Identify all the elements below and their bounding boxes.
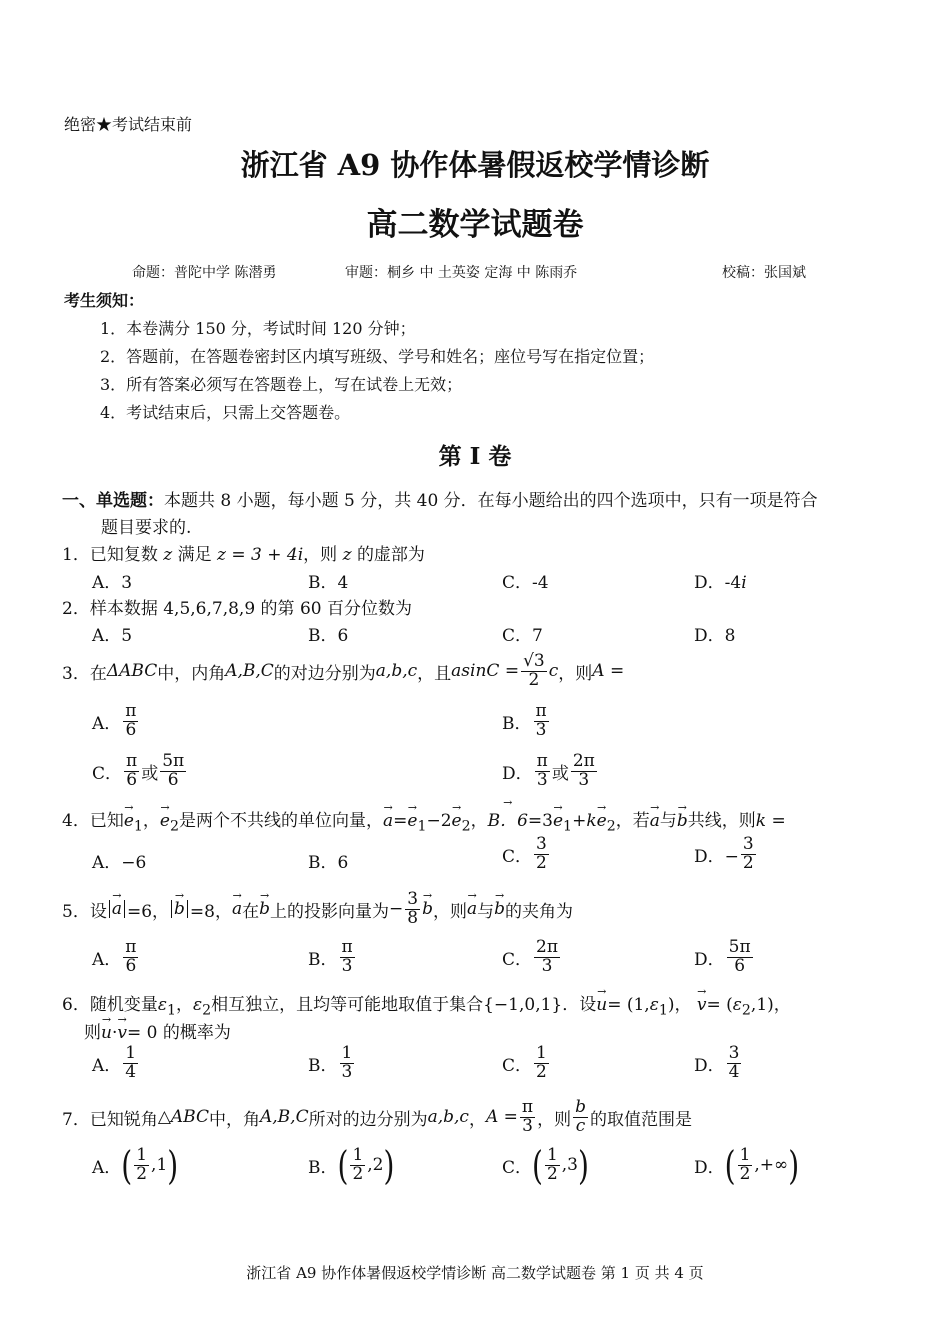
q7-option-a-label: A． [92,1157,122,1178]
frac-den: 3 [578,769,590,790]
q4-sub2b: 2 [461,818,471,835]
q4-vec-a: → a [383,811,393,831]
q1-option-d-i: i [741,573,747,593]
q7-sides: a,b,c [427,1107,469,1127]
q5-vec-a: → a [112,899,122,919]
q4-option-d-label: D．− [694,846,739,867]
q4-vec-e1c: → e [553,811,563,831]
q3-text3: 的对边分别为 [273,663,376,684]
frac-den: 3 [522,1115,533,1136]
q6-option-d-label: D． [694,1055,725,1076]
q3-option-a-label: A． [92,713,122,734]
q5-option-d-label: D． [694,949,725,970]
q6-option-c-label: C． [502,1055,533,1076]
q1-text2: 满足 [177,545,212,565]
q5-text1: 设 [89,901,107,922]
abs-bar [171,900,172,918]
q3-text4: ，且 [417,663,452,684]
right-paren: ) [578,1142,589,1189]
q4-sub2: 2 [169,818,179,835]
secret-label: 绝密★考试结束前 [64,115,193,134]
frac-num: 1 [136,1145,148,1165]
section-intro [62,486,818,511]
q4-aeq: = [393,811,408,831]
q3-option-a [92,703,140,740]
notice-title: 考生须知： [64,291,145,310]
q1-option-d-label: D．-4 [694,573,742,593]
q6-text2: ， [175,995,193,1015]
frac-den: 4 [728,1061,740,1082]
right-paren: ) [383,1142,395,1189]
q7-angles: A,B,C [260,1107,309,1127]
frac-num: b [575,1096,586,1117]
q5-option-d-frac [727,939,753,976]
q3-sin: sinC = [461,661,520,681]
q5-fraction [405,888,420,928]
question-5 [62,886,573,932]
q6-veq2: ,1)， [750,995,791,1015]
q1-var-z: z [163,545,173,565]
q4-vec-e1: → e [124,811,134,831]
q1-option-c: C．-4 [502,573,549,593]
section-intro-text2: 题目要求的. [101,518,192,538]
frac-den: 6 [125,955,137,976]
q5-option-a [92,939,140,976]
frac-num: 1 [739,1145,751,1165]
q4-text3: ，若 [615,811,650,831]
frac-num: π [521,1096,534,1117]
frac-num: 2π [572,751,595,771]
frac-den: 3 [535,719,547,740]
q4-option-c [502,836,551,873]
frac-den: 3 [541,955,553,976]
q7-option-a-end: ,1 [151,1155,168,1176]
q6-vec-u: → u [596,995,607,1015]
q6-option-a [92,1045,140,1082]
question-2: 2．样本数据 4,5,6,7,8,9 的第 60 百分位数为 [62,599,412,619]
exam-subtitle: 高二数学试题卷 [366,207,584,243]
q7-option-d-frac [738,1147,753,1184]
q7-text6: 的取值范围是 [589,1109,692,1130]
q4-vec-e1b: → e [407,811,417,831]
q4-sub1b: 1 [417,818,427,835]
abs-bar [187,900,188,918]
frac-den: 2 [546,1163,558,1184]
frac-num: 1 [341,1043,353,1063]
q4-option-d-frac [741,836,756,873]
frac-num: 3 [742,834,754,854]
q5-option-b-frac [340,939,355,976]
q4-three: 3 [542,811,553,831]
q3-text5: ，则 [558,663,593,684]
question-4 [62,806,786,834]
q5-text6: 的夹角为 [505,901,574,922]
q6-option-d [694,1045,743,1082]
q5-number: 5． [62,901,90,922]
q4-vec-b2: → b [677,811,688,831]
frac-den: 2 [536,852,547,873]
frac-num: π [536,751,548,771]
q5-bval: =8， [189,901,232,922]
q6-line2b: = 0 的概率为 [126,1023,231,1043]
q3-option-b-label: B． [502,713,532,734]
q7-option-b [308,1142,395,1189]
q4-k-end: k = [755,811,786,831]
q3-number: 3． [62,663,90,684]
q5-vec-a3: → a [467,899,477,919]
q4-vec-a2: → a [650,811,660,831]
q6-option-a-label: A． [92,1055,122,1076]
q5-vec-a2: → a [232,899,242,919]
q6-sub1: 1 [166,1002,176,1019]
abs-bar [124,900,125,918]
q3-option-c-label: C． [92,763,123,784]
frac-num: 3 [536,834,547,854]
q1-expression: z = 3 + 4i [217,545,304,565]
q4-vec-b: → B．6 [488,806,528,831]
frac-den: 3 [341,955,353,976]
q7-option-a-frac [134,1147,149,1184]
q7-text3: 所对的边分别为 [308,1109,428,1130]
q6-eps1b: ε [649,995,659,1015]
q6-vec-v2: → v [117,1023,127,1043]
right-paren: ) [167,1142,179,1189]
q3-fraction [521,650,547,690]
frac-num: 2π [536,937,559,957]
q4-option-c-label: C． [502,846,533,867]
left-paren: ( [724,1142,736,1189]
q7-option-b-end: ,2 [367,1155,384,1176]
q6-option-d-frac [727,1045,742,1082]
q3-option-c-frac2 [160,753,186,790]
q5-text3: 上的投影向量为 [270,901,390,922]
q1-option-a: A．3 [92,573,133,593]
q7-option-c-label: C． [502,1157,533,1178]
q6-line2a: 则 [84,1023,101,1043]
q3-option-d-frac2 [571,753,597,790]
q3-option-d-or: 或 [551,763,569,784]
frac-den: 2 [352,1163,364,1184]
question-6 [62,990,791,1018]
frac-num: 1 [352,1145,364,1165]
q7-fraction-bc [573,1096,588,1136]
frac-den: 6 [126,769,138,790]
q5-option-c-frac [534,939,560,976]
q7-option-d [694,1142,800,1189]
q5-option-a-frac [123,939,138,976]
frac-den: 2 [742,852,754,873]
q7-triangle: △ABC [157,1107,209,1127]
q7-option-d-end: ,+∞ [754,1155,789,1176]
author-shenti: 审题：桐乡 中 土英姿 定海 中 陈雨乔 [345,265,578,281]
q7-text1: 已知锐角 [89,1109,158,1130]
question-3 [62,648,624,694]
q1-text4: 的虚部为 [356,545,425,565]
q5-vec-b: → b [174,899,185,919]
q5-aval: =6， [126,901,170,922]
q3-option-a-frac [123,703,138,740]
q5-neg: − [389,899,404,919]
q6-option-b [308,1045,356,1082]
q5-text2: 在 [242,901,260,922]
abs-bar [109,900,110,918]
exam-title: 浙江省 A9 协作体暑假返校学情诊断 [240,148,710,182]
q3-sides: a,b,c [375,661,418,681]
q4-sub2c: 2 [606,818,616,835]
q7-option-d-label: D． [694,1157,725,1178]
q6-dot: · [111,1023,118,1043]
q4-option-a: A．−6 [92,853,147,873]
frac-den: 6 [167,769,179,790]
q4-text1: 已知 [89,811,124,831]
left-paren: ( [532,1142,543,1189]
q4-minus2: −2 [426,811,452,831]
q3-angles: A,B,C [225,661,274,681]
q1-var-z2: z [342,545,352,565]
q5-text5: 与 [477,901,495,922]
right-paren: ) [788,1142,800,1189]
q4-text5: 共线，则 [687,811,756,831]
frac-num: π [535,701,547,721]
q6-eps2: ε [192,995,203,1015]
q3-option-c-or: 或 [141,763,159,784]
q4-sub1: 1 [133,818,143,835]
frac-num: π [126,751,138,771]
q7-option-b-label: B． [308,1157,338,1178]
q3-text1: 在 [89,663,107,684]
q4-number: 4． [62,811,90,831]
q3-var-c: c [548,661,559,681]
frac-den: 3 [341,1061,353,1082]
q4-option-d [694,836,758,873]
q3-option-d-label: D． [502,763,533,784]
q4-beq: = [527,811,543,831]
q3-option-c [92,753,188,790]
left-paren: ( [337,1142,349,1189]
q6-number: 6． [62,995,90,1015]
q3-option-b [502,703,551,740]
q6-eps2b: ε [732,995,742,1015]
q7-var-A: A = [485,1107,518,1127]
q2-option-b: B．6 [308,626,349,646]
q1-text3: ，则 [303,545,338,565]
q4-text4: 与 [659,811,677,831]
q4-comma: ， [142,811,160,831]
q7-text2: 中，角 [209,1109,260,1130]
q6-text1: 随机变量 [89,995,158,1015]
q7-fraction-A [520,1096,535,1136]
q5-vec-b4: → b [494,899,505,919]
question-1 [62,540,425,565]
frac-num: 1 [125,1043,137,1063]
frac-num: 1 [546,1145,558,1165]
q4-vec-e2b: → e [452,811,462,831]
q6-vec-v: → v [697,995,707,1015]
author-mingti: 命题：普陀中学 陈潜勇 [132,265,277,281]
notice-item-3: 3．所有答案必须写在答题卷上，写在试卷上无效； [100,375,463,394]
q6-eps1: ε [157,995,167,1015]
q3-text2: 中，内角 [157,663,226,684]
q6-option-a-frac [123,1045,138,1082]
section-intro-text: 本题共 8 小题，每小题 5 分，共 40 分．在每小题给出的四个选项中，只有一项是符合 [164,491,818,511]
q1-text: 已知复数 [89,545,158,565]
q6-option-b-frac [340,1045,355,1082]
q3-option-b-frac [534,703,549,740]
frac-num: π [125,701,137,721]
frac-num: 5π [162,751,185,771]
q6-option-c-frac [534,1045,549,1082]
q6-vec-u2: → u [101,1023,112,1043]
q5-option-d [694,939,755,976]
q3-var-A: A [592,661,605,681]
q7-option-a [92,1142,179,1189]
frac-den: 2 [739,1163,751,1184]
q6-ueq: = (1, [607,995,650,1015]
frac-num: π [125,937,137,957]
q3-option-d [502,753,599,790]
frac-den: c [575,1115,586,1136]
q4-vec-e2c: → e [597,811,607,831]
q5-option-a-label: A． [92,949,122,970]
q4-var-k: k [586,811,597,831]
q6-ueq2: )， [667,995,692,1015]
question-6-line2 [84,1018,231,1043]
notice-item-1: 1．本卷满分 150 分，考试时间 120 分钟； [100,319,416,338]
q3-lhs-a: a [451,661,462,681]
frac-num: 1 [536,1043,547,1063]
frac-den: 6 [734,955,746,976]
q1-option-b: B．4 [308,573,349,593]
frac-den: 8 [407,907,419,928]
frac-num: 3 [407,888,419,909]
q3-eq: = [609,661,625,681]
q6-veq: = ( [706,995,733,1015]
left-paren: ( [121,1142,133,1189]
frac-den: 2 [136,1163,148,1184]
section-intro-label: 一、单选题： [62,491,164,511]
author-jiaogao: 校稿：张国斌 [722,265,806,281]
q5-option-b-label: B． [308,949,338,970]
q7-number: 7． [62,1109,90,1130]
q2-option-a: A．5 [92,626,133,646]
q5-option-c-label: C． [502,949,533,970]
frac-num: π [341,937,353,957]
q3-triangle: ΔABC [106,661,158,681]
q6-sub2b: 2 [741,1002,751,1019]
q1-number: 1． [62,545,90,565]
notice-item-4: 4．考试结束后，只需上交答题卷。 [100,403,351,422]
q7-text4: ， [468,1109,486,1130]
q6-set: {−1,0,1} [483,995,563,1015]
q7-option-c-end: ,3 [561,1155,579,1176]
section-title: 第 I 卷 [438,443,512,470]
q5-option-b [308,939,357,976]
frac-den: 2 [536,1061,547,1082]
q2-option-d: D．8 [694,626,736,646]
q6-option-b-label: B． [308,1055,338,1076]
q6-option-c [502,1045,551,1082]
page-footer: 浙江省 A9 协作体暑假返校学情诊断 高二数学试题卷 第 1 页 共 4 页 [246,1264,704,1282]
q4-vec-e2: → e [160,811,170,831]
q5-text4: ，则 [432,901,467,922]
frac-num: 3 [728,1043,740,1063]
q5-vec-b2: → b [259,899,270,919]
q4-plus: + [572,811,587,831]
q5-vec-b3: → b [422,899,433,919]
q7-option-c [502,1142,589,1189]
q2-option-c: C．7 [502,626,543,646]
q7-option-c-frac [545,1147,560,1184]
frac-num: 5π [728,937,751,957]
q4-option-b: B．6 [308,853,349,873]
q3-frac-num: √3 [523,650,545,671]
q1-option-d [694,568,747,593]
frac-den: 3 [536,769,548,790]
q3-option-c-frac1 [124,753,139,790]
q6-sub1b: 1 [658,1002,668,1019]
q6-text4: ．设 [562,995,597,1015]
q7-text5: ，则 [537,1109,572,1130]
question-7 [62,1094,692,1140]
q5-option-c [502,939,562,976]
q6-sub2: 2 [202,1002,212,1019]
q3-frac-den: 2 [528,669,540,690]
q3-option-d-frac1 [535,753,550,790]
frac-den: 4 [125,1061,137,1082]
q4-text2: 是两个不共线的单位向量， [178,811,383,831]
q4-comma2: ， [470,811,488,831]
q6-text3: 相互独立，且均等可能地取值于集合 [211,995,484,1015]
notice-item-2: 2．答题前，在答题卷密封区内填写班级、学号和姓名；座位号写在指定位置； [100,347,655,366]
frac-den: 6 [125,719,137,740]
q7-option-b-frac [350,1147,365,1184]
q4-sub1c: 1 [563,818,573,835]
q4-option-c-frac [534,836,549,873]
